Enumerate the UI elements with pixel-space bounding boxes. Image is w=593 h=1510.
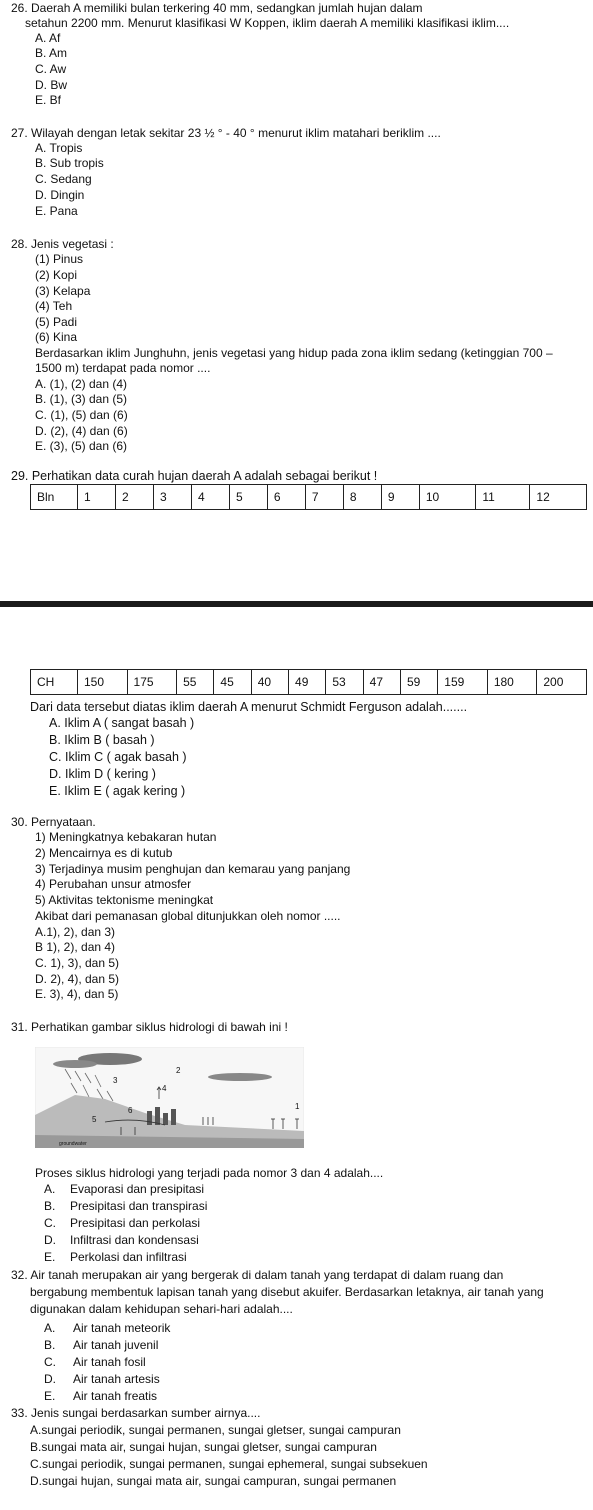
q26-option-e: E. Bf [35, 93, 62, 107]
q28-item-1: (1) Pinus [35, 252, 84, 266]
table-row [31, 485, 587, 510]
q33-option-d: D.sungai hujan, sungai mata air, sungai campuran, sungai permanen [30, 1474, 397, 1488]
table-cell: 53 [326, 670, 363, 695]
table-cell: 7 [305, 485, 343, 510]
cloud-icon [208, 1073, 272, 1081]
q32-option-c-letter: C. [44, 1355, 56, 1369]
q31-option-c-text: Presipitasi dan perkolasi [70, 1216, 201, 1230]
q31-option-e-text: Perkolasi dan infiltrasi [70, 1250, 187, 1264]
table-cell: 1 [78, 485, 116, 510]
q32-option-c-text: Air tanah fosil [73, 1355, 146, 1369]
q31-option-c-letter: C. [44, 1216, 56, 1230]
q26-option-b: B. Am [35, 46, 68, 60]
q28-option-b: B. (1), (3) dan (5) [35, 392, 128, 406]
q32-stem-line1: 32. Air tanah merupakan air yang bergerak di dalam tanah yang terdapat di dalam ruang dan [11, 1268, 504, 1282]
q30-option-c: C. 1), 3), dan 5) [35, 956, 120, 970]
q32-option-a-text: Air tanah meteorik [73, 1321, 171, 1335]
table-cell: 175 [127, 670, 177, 695]
q28-stem: 28. Jenis vegetasi : [11, 237, 114, 251]
q26-stem-line1: 26. Daerah A memiliki bulan terkering 40 mm, sedangkan jumlah hujan dalam [11, 1, 423, 15]
q31-option-d-letter: D. [44, 1233, 56, 1247]
table-cell: CH [31, 670, 78, 695]
q27-stem: 27. Wilayah dengan letak sekitar 23 ½ ° - 40 ° menurut iklim matahari beriklim .... [11, 126, 441, 140]
table-cell: 11 [476, 485, 530, 510]
q32-option-d-letter: D. [44, 1372, 56, 1386]
q31-option-d-text: Infiltrasi dan kondensasi [70, 1233, 199, 1247]
q29-option-a: A. Iklim A ( sangat basah ) [49, 716, 195, 730]
q27-option-b: B. Sub tropis [35, 156, 104, 170]
rainfall-table-months [30, 484, 587, 510]
q27-option-c: C. Sedang [35, 172, 92, 186]
q29-option-c: C. Iklim C ( agak basah ) [49, 750, 187, 764]
q27-option-d: D. Dingin [35, 188, 85, 202]
q31-stem: 31. Perhatikan gambar siklus hidrologi di bawah ini ! [11, 1020, 288, 1034]
table-cell: 55 [177, 670, 214, 695]
q28-option-a: A. (1), (2) dan (4) [35, 377, 128, 391]
table-cell: Bln [31, 485, 78, 510]
q30-option-d: D. 2), 4), dan 5) [35, 972, 120, 986]
diagram-label-4: 4 [162, 1084, 167, 1093]
q32-option-d-text: Air tanah artesis [73, 1372, 160, 1386]
q29-option-e: E. Iklim E ( agak kering ) [49, 784, 186, 798]
diagram-label-6: 6 [128, 1106, 133, 1115]
table-cell: 6 [267, 485, 305, 510]
q32-option-b-letter: B. [44, 1338, 56, 1352]
q32-option-b-text: Air tanah juvenil [73, 1338, 159, 1352]
q30-option-a: A.1), 2), dan 3) [35, 925, 116, 939]
q30-option-b: B 1), 2), dan 4) [35, 940, 116, 954]
diagram-label-2: 2 [176, 1066, 181, 1075]
q28-item-6: (6) Kina [35, 330, 78, 344]
table-cell: 2 [115, 485, 153, 510]
q28-option-c: C. (1), (5) dan (6) [35, 408, 128, 422]
table-cell: 159 [438, 670, 488, 695]
table-cell: 8 [343, 485, 381, 510]
rainfall-table-values [30, 669, 587, 695]
q30-text: Akibat dari pemanasan global ditunjukkan oleh nomor ..... [35, 909, 341, 923]
q28-option-e: E. (3), (5) dan (6) [35, 439, 128, 453]
table-cell: 200 [537, 670, 587, 695]
q29-option-d: D. Iklim D ( kering ) [49, 767, 156, 781]
table-cell: 12 [530, 485, 587, 510]
q32-stem-line3: digunakan dalam kehidupan sehari-hari adalah.... [30, 1302, 293, 1316]
q26-option-c: C. Aw [35, 62, 67, 76]
q28-item-5: (5) Padi [35, 315, 78, 329]
q32-option-e-text: Air tanah freatis [73, 1389, 158, 1403]
q30-item-3: 3) Terjadinya musim penghujan dan kemarau yang panjang [35, 862, 351, 876]
q30-item-4: 4) Perubahan unsur atmosfer [35, 877, 192, 891]
q33-option-c: C.sungai periodik, sungai permanen, sungai ephemeral, sungai subsekuen [30, 1457, 428, 1471]
q26-option-a: A. Af [35, 31, 61, 45]
q28-text-line2: 1500 m) terdapat pada nomor .... [35, 361, 211, 375]
q33-stem: 33. Jenis sungai berdasarkan sumber airnya.... [11, 1406, 261, 1420]
q26-option-d: D. Bw [35, 78, 68, 92]
table-cell: 49 [289, 670, 326, 695]
table-cell: 45 [214, 670, 251, 695]
hydrologic-cycle-diagram [35, 1047, 304, 1148]
q31-option-a-letter: A. [44, 1182, 56, 1196]
q31-text: Proses siklus hidrologi yang terjadi pada nomor 3 dan 4 adalah.... [35, 1166, 384, 1180]
diagram-label-1: 1 [295, 1102, 300, 1111]
q32-option-e-letter: E. [44, 1389, 56, 1403]
table-cell: 4 [191, 485, 229, 510]
table-cell: 47 [363, 670, 400, 695]
q32-stem-line2: bergabung membentuk lapisan tanah yang disebut akuifer. Berdasarkan letaknya, air tanah yang [30, 1285, 544, 1299]
table-cell: 9 [381, 485, 419, 510]
q30-item-5: 5) Aktivitas tektonisme meningkat [35, 893, 214, 907]
diagram-label-5: 5 [92, 1115, 97, 1124]
q31-option-b-letter: B. [44, 1199, 56, 1213]
q28-text-line1: Berdasarkan iklim Junghuhn, jenis vegetasi yang hidup pada zona iklim sedang (ketinggian 700 – [35, 346, 553, 360]
q31-option-e-letter: E. [44, 1250, 56, 1264]
q27-option-e: E. Pana [35, 204, 78, 218]
q29-text: Dari data tersebut diatas iklim daerah A menurut Schmidt Ferguson adalah....... [30, 700, 468, 714]
table-cell: 59 [400, 670, 437, 695]
q33-option-b: B.sungai mata air, sungai hujan, sungai gletser, sungai campuran [30, 1440, 377, 1454]
q31-option-a-text: Evaporasi dan presipitasi [70, 1182, 205, 1196]
q28-item-2: (2) Kopi [35, 268, 78, 282]
table-cell: 10 [419, 485, 476, 510]
diagram-label-3: 3 [113, 1076, 118, 1085]
q31-option-b-text: Presipitasi dan transpirasi [70, 1199, 208, 1213]
page-divider [0, 601, 593, 607]
q30-item-1: 1) Meningkatnya kebakaran hutan [35, 830, 217, 844]
q30-stem: 30. Pernyataan. [11, 815, 96, 829]
q28-option-d: D. (2), (4) dan (6) [35, 424, 128, 438]
table-cell: 40 [251, 670, 288, 695]
table-row [31, 670, 587, 695]
diagram-label-groundwater: groundwater [59, 1141, 87, 1147]
q28-item-3: (3) Kelapa [35, 284, 91, 298]
table-cell: 3 [153, 485, 191, 510]
q28-item-4: (4) Teh [35, 299, 73, 313]
q32-option-a-letter: A. [44, 1321, 56, 1335]
q30-item-2: 2) Mencairnya es di kutub [35, 846, 173, 860]
q27-option-a: A. Tropis [35, 141, 83, 155]
q29-option-b: B. Iklim B ( basah ) [49, 733, 155, 747]
q29-stem: 29. Perhatikan data curah hujan daerah A adalah sebagai berikut ! [11, 469, 378, 483]
q33-option-a: A.sungai periodik, sungai permanen, sungai gletser, sungai campuran [30, 1423, 401, 1437]
q26-stem-line2: setahun 2200 mm. Menurut klasifikasi W Koppen, iklim daerah A memiliki klasifikasi iklim.... [25, 16, 510, 30]
q30-option-e: E. 3), 4), dan 5) [35, 987, 119, 1001]
table-cell: 150 [78, 670, 128, 695]
table-cell: 5 [229, 485, 267, 510]
table-cell: 180 [487, 670, 537, 695]
